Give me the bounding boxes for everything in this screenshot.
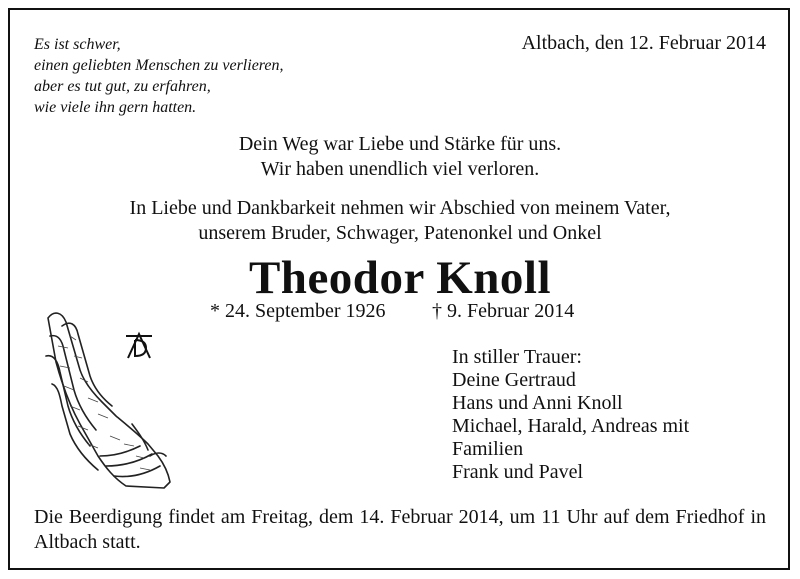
motto-line: Wir haben unendlich viel verloren. (260, 158, 540, 180)
death-date: † 9. Februar 2014 (432, 300, 575, 322)
poem-line: aber es tut gut, zu erfahren, (34, 78, 211, 95)
motto (0, 132, 800, 182)
praying-hands-icon (40, 306, 182, 492)
birth-date: * 24. September 1926 (210, 300, 386, 322)
mourner: Familien (452, 438, 524, 460)
dateline: Altbach, den 12. Februar 2014 (521, 32, 766, 54)
deceased-name: Theodor Knoll (248, 252, 552, 304)
mourner: Hans und Anni Knoll (452, 392, 623, 414)
duerer-monogram-icon (124, 330, 154, 360)
poem (34, 34, 284, 118)
intro-text (0, 196, 800, 246)
mourner: Frank und Pavel (452, 461, 584, 483)
intro-line: unserem Bruder, Schwager, Patenonkel und Onkel (198, 222, 602, 244)
poem-line: wie viele ihn gern hatten. (34, 99, 197, 116)
poem-line: Es ist schwer, (34, 36, 121, 53)
mourner: Deine Gertraud (452, 369, 576, 391)
funeral-notice: Die Beerdigung findet am Freitag, dem 14. Februar 2014, um 11 Uhr auf dem Friedhof in Altbach statt. (34, 506, 766, 553)
motto-line: Dein Weg war Liebe und Stärke für uns. (238, 133, 562, 155)
intro-line: In Liebe und Dankbarkeit nehmen wir Abschied von meinem Vater, (129, 197, 671, 219)
mourner: Michael, Harald, Andreas mit (452, 415, 690, 437)
mourners-list (452, 346, 689, 484)
poem-line: einen geliebten Menschen zu verlieren, (34, 57, 284, 74)
mourners-heading: In stiller Trauer: (452, 346, 582, 368)
